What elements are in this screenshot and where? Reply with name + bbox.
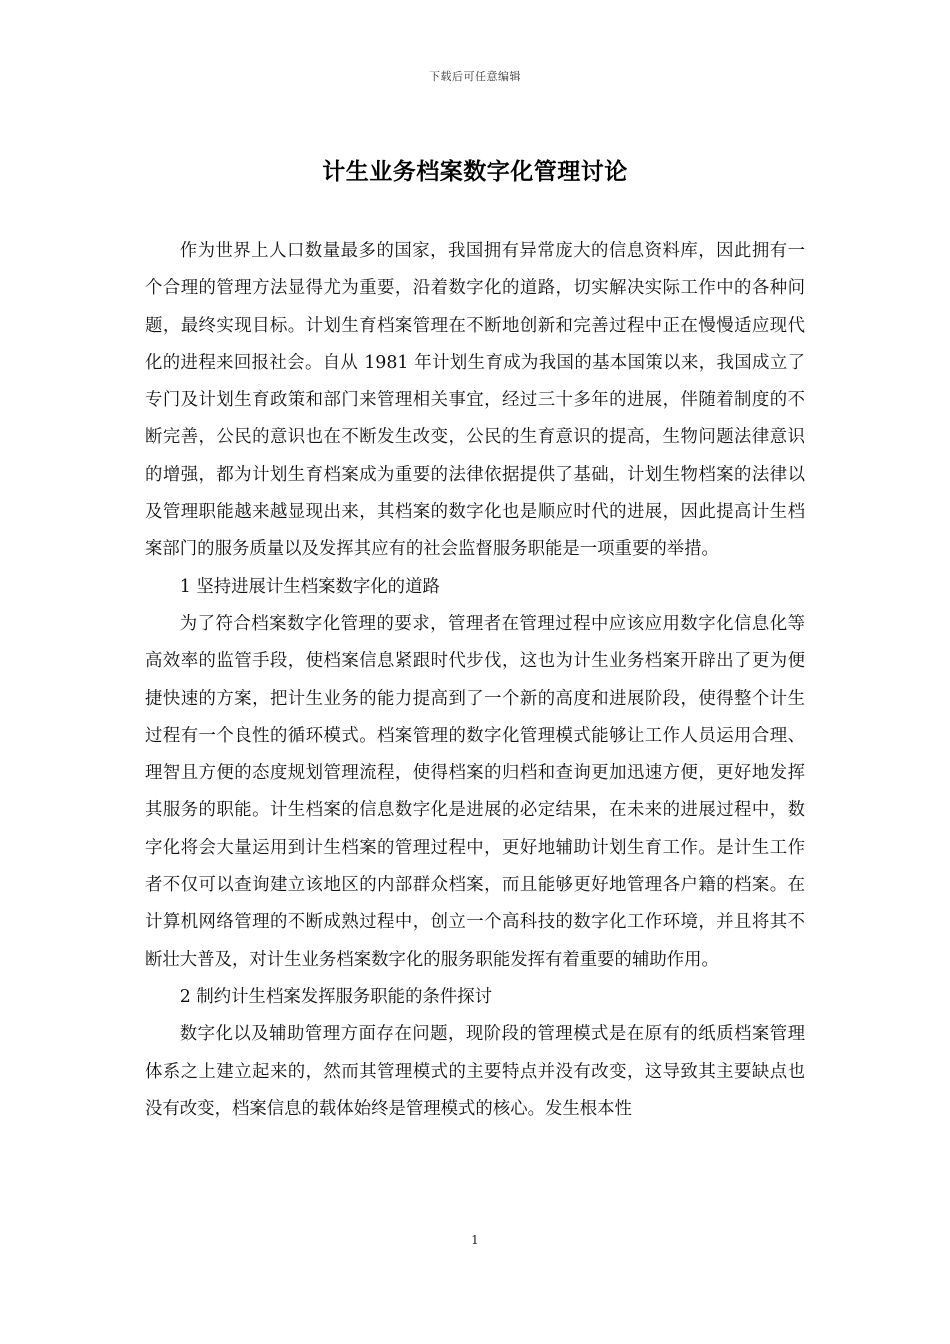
header-note: 下载后可任意编辑 [429, 70, 521, 83]
paragraph-section-2: 数字化以及辅助管理方面存在问题，现阶段的管理模式是在原有的纸质档案管理体系之上建立起来的，然而其管理模式的主要特点并没有改变，这导致其主要缺点也没有改变，档案信息的载体始终是管理模式的核心。发生根本性 [145, 1024, 805, 1119]
paragraph-section-1: 为了符合档案数字化管理的要求，管理者在管理过程中应该应用数字化信息化等高效率的监管手段，使档案信息紧跟时代步伐，这也为计生业务档案开辟出了更为便捷快速的方案，把计生业务的能力提高到了一个新的高度和进展阶段，使得整个计生过程有一个良性的循环模式。档案管理的数字化管理模式能够让工作人员运用合理、理智且方便的态度规划管理流程，使得档案的归档和查询更加迅速方便，更好地发挥其服务的职能。计生档案的信息数字化是进展的必定结果，在未来的进展过程中，数字化将会大量运用到计生档案的管理过程中，更好地辅助计划生育工作。是计生工作者不仅可以查询建立该地区的内部群众档案，而且能够更好地管理各户籍的档案。在计算机网络管理的不断成熟过程中，创立一个高科技的数字化工作环境，并且将其不断壮大普及，对计生业务档案数字化的服务职能发挥有着重要的辅助作用。 [145, 613, 805, 970]
document-body [145, 233, 805, 1128]
page-number: 1 [471, 1233, 479, 1247]
document-title: 计生业务档案数字化管理讨论 [322, 159, 628, 185]
section-heading-1: 1 坚持进展计生档案数字化的道路 [179, 576, 440, 597]
paragraph-intro: 作为世界上人口数量最多的国家，我国拥有异常庞大的信息资料库，因此拥有一个合理的管理方法显得尤为重要，沿着数字化的道路，切实解决实际工作中的各种问题，最终实现目标。计划生育档案管理在不断地创新和完善过程中正在慢慢适应现代化的进程来回报社会。自从 1981 年计划生育成为我国的基本国策以来，我国成立了专门及计划生育政策和部门来管理相关事宜，经过三十多年的进展，伴随着制度的不断完善，公民的意识也在不断发生改变，公民的生育意识的提高，生物问题法律意识的增强，都为计划生育档案成为重要的法律依据提供了基础，计划生物档案的法律以及管理职能越来越显现出来，其档案的数字化也是顺应时代的进展，因此提高计生档案部门的服务质量以及发挥其应有的社会监督服务职能是一项重要的举措。 [145, 241, 805, 560]
section-heading-2: 2 制约计生档案发挥服务职能的条件探讨 [179, 986, 493, 1007]
